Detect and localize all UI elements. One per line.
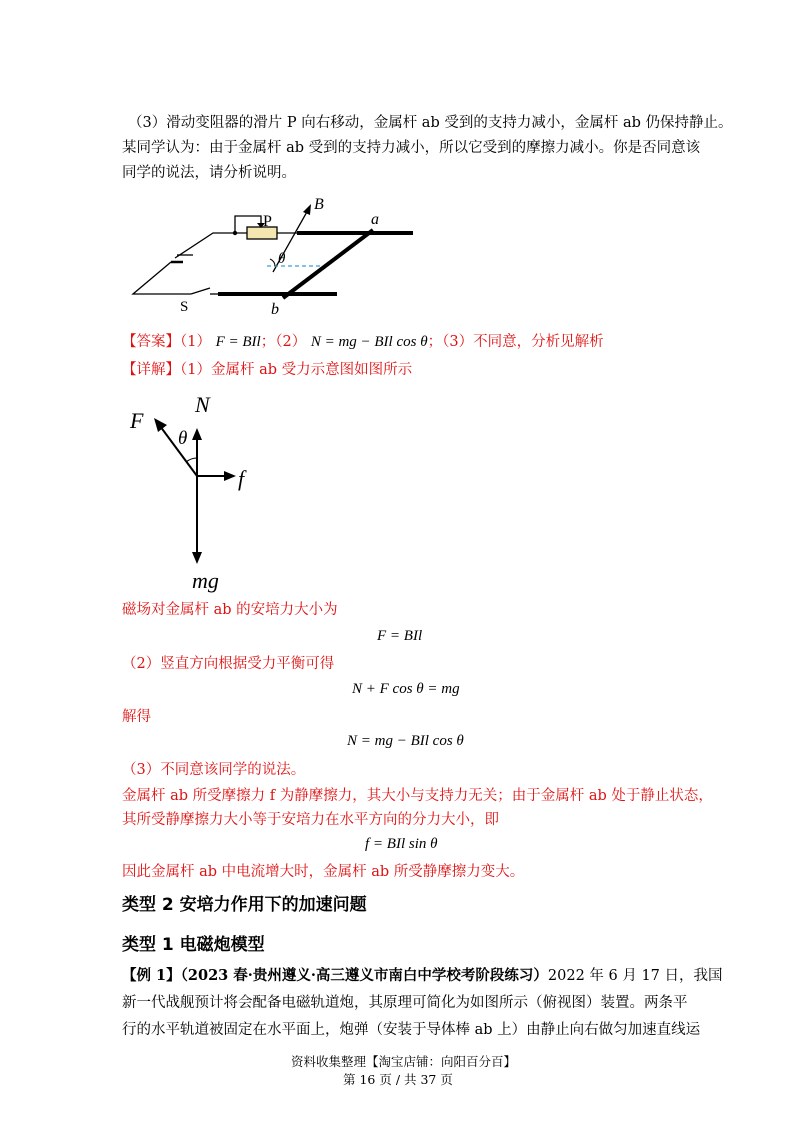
footer-source: 资料收集整理【淘宝店铺：向阳百分百】 — [291, 1054, 517, 1069]
solution-line-4: （3）不同意该同学的说法。 — [122, 762, 306, 778]
question-3-line-1: （3）滑动变阻器的滑片 P 向右移动，金属杆 ab 受到的支持力减小，金属杆 ab 仍保持静止。 — [128, 115, 733, 131]
label-f-ampere: F — [130, 408, 144, 433]
solution-line-1: 磁场对金属杆 ab 的安培力大小为 — [122, 602, 338, 618]
answer-sep: ；（2） — [260, 334, 307, 350]
example-line-1-rest: 2022 年 6 月 17 日，我国 — [547, 968, 723, 984]
example-source: （2023 春·贵州遵义·高三遵义市南白中学校考阶段练习） — [180, 967, 548, 984]
theta-arc — [186, 458, 197, 462]
equation-friction: f = BIl sin θ — [365, 836, 438, 852]
friction-arrow — [224, 471, 236, 481]
label-p: P — [263, 213, 272, 230]
solution-line-5: 金属杆 ab 所受摩擦力 f 为静摩擦力，其大小与支持力无关；由于金属杆 ab 处于静止状态， — [122, 788, 713, 804]
switch-s — [191, 288, 210, 294]
label-a: a — [371, 211, 379, 228]
ampere-force-arrow — [154, 418, 167, 432]
detail-text: （1）金属杆 ab 受力示意图如图所示 — [180, 362, 413, 378]
answer-line — [122, 332, 604, 352]
solution-line-2: （2）竖直方向根据受力平衡可得 — [122, 656, 335, 672]
normal-force-arrow — [192, 428, 202, 440]
label-theta: θ — [278, 251, 286, 267]
gravity-arrow — [192, 552, 202, 564]
label-s: S — [180, 299, 189, 315]
label-b-field: B — [314, 196, 324, 213]
rheostat — [247, 227, 277, 239]
solution-line-3: 解得 — [122, 709, 151, 725]
answer-tag: 【答案】 — [122, 334, 180, 350]
b-field-arrow — [303, 204, 311, 215]
answer-eq-2: N = mg − BIl cos θ — [310, 334, 428, 350]
equation-balance: N + F cos θ = mg — [352, 681, 460, 697]
solution-line-6: 其所受静摩擦力大小等于安培力在水平方向的分力大小，即 — [122, 812, 499, 828]
example-line-2: 新一代战舰预计将会配备电磁轨道炮，其原理可简化为如图所示（俯视图）装置。两条平 — [122, 995, 688, 1011]
example-line-1 — [122, 966, 723, 986]
label-b: b — [271, 301, 279, 317]
force-diagram — [120, 388, 280, 598]
section-heading-type-1: 类型 1 电磁炮模型 — [122, 935, 265, 955]
footer-page-number: 第 16 页 / 共 37 页 — [343, 1072, 453, 1087]
solution-line-7: 因此金属杆 ab 中电流增大时，金属杆 ab 所受静摩擦力变大。 — [122, 864, 525, 880]
label-mg: mg — [192, 568, 219, 593]
answer-part-3: ；（3）不同意，分析见解析 — [427, 334, 604, 350]
detail-tag: 【详解】 — [122, 362, 180, 378]
label-n: N — [195, 392, 210, 417]
section-heading-type-2: 类型 2 安培力作用下的加速问题 — [122, 895, 367, 915]
answer-part-1: （1） — [180, 334, 211, 350]
label-theta: θ — [178, 428, 188, 449]
theta-arc — [270, 259, 275, 266]
question-3-line-2: 某同学认为：由于金属杆 ab 受到的支持力减小，所以它受到的摩擦力减小。你是否同意该 — [122, 140, 701, 156]
detail-line — [122, 360, 412, 380]
rod-ab — [283, 230, 373, 298]
example-tag: 【例 1】 — [122, 967, 181, 984]
example-line-3: 行的水平轨道被固定在水平面上，炮弹（安装于导体棒 ab 上）由静止向右做匀加速直线运 — [122, 1022, 701, 1038]
answer-eq-1: F = BIl — [215, 334, 261, 350]
question-3-line-3: 同学的说法，请分析说明。 — [122, 165, 296, 181]
equation-f: F = BIl — [377, 628, 423, 644]
circuit-diagram — [125, 192, 425, 317]
label-f-friction: f — [238, 466, 245, 491]
equation-n: N = mg − BIl cos θ — [347, 733, 464, 749]
